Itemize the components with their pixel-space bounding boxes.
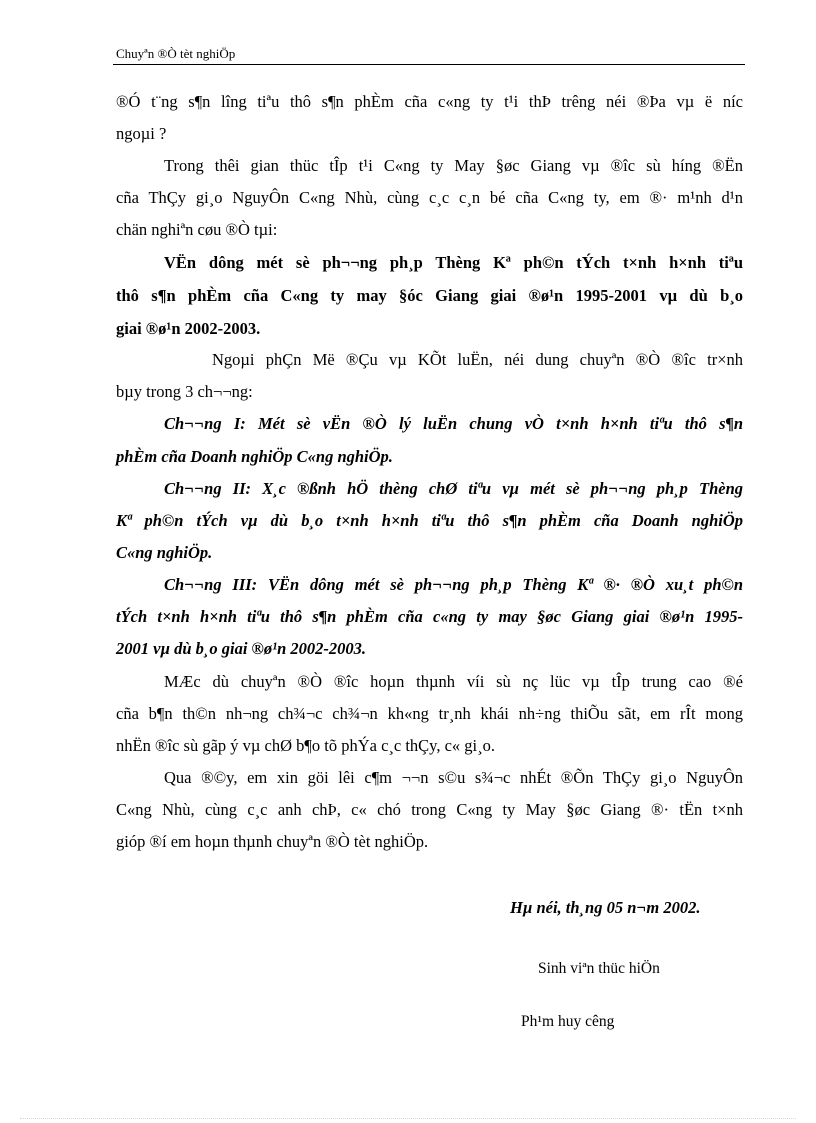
signer-role: Sinh viªn thüc hiÖn	[538, 960, 660, 977]
body-line: nhËn ®îc sù gãp ý vµ chØ b¶o tõ phÝa c¸c thÇy, c« gi¸o.	[116, 736, 496, 755]
body-line: gióp ®í em hoµn thµnh chuyªn ®Ò tèt nghiÖp.	[116, 832, 429, 851]
place-date: Hµ néi, th¸ng 05 n¬m 2002.	[510, 898, 701, 917]
body-line: ®Ó t¨ng s¶n lîng tiªu thô s¶n phÈm cña c«ng ty t¹i thÞ trêng néi ®Þa vµ ë níc	[116, 92, 743, 111]
chapter-1-line: Ch¬¬ng I: Mét sè vËn ®Ò lý luËn chung vÒ t×nh h×nh tiªu thô s¶n	[164, 414, 743, 433]
chapter-2-line: C«ng nghiÖp.	[116, 543, 213, 562]
body-line: ngoµi ?	[116, 124, 167, 143]
thesis-title-line: thô s¶n phÈm cña C«ng ty may §óc Giang giai ®ø¹n 1995-2001 vµ dù b¸o	[116, 286, 743, 305]
body-line: C«ng Nhù, cùng c¸c anh chÞ, c« chó trong C«ng ty May §øc Giang ®· tËn t×nh	[116, 800, 743, 819]
body-line: cña b¶n th©n nh¬ng ch¾¬c ch¾¬n kh«ng tr¸nh khái nh÷ng thiÕu sãt, em rÎt mong	[116, 704, 743, 723]
thesis-title-line: giai ®ø¹n 2002-2003.	[116, 319, 261, 338]
page-bottom-edge	[20, 1118, 796, 1119]
chapter-2-line: Kª ph©n tÝch vµ dù b¸o t×nh h×nh tiªu thô s¶n phÈm cña Doanh nghiÖp	[116, 511, 743, 530]
signer-name: Ph¹m huy cêng	[521, 1013, 615, 1030]
chapter-3-line: tÝch t×nh h×nh tiªu thô s¶n phÈm cña c«ng ty may §øc Giang giai ®ø¹n 1995-	[116, 607, 743, 626]
body-line: Ngoµi phÇn Më ®Çu vµ KÕt luËn, néi dung chuyªn ®Ò ®îc tr×nh	[212, 350, 743, 369]
body-line: bµy trong 3 ch¬¬ng:	[116, 382, 253, 401]
body-line: MÆc dù chuyªn ®Ò ®îc hoµn thµnh víi sù nç lüc vµ tÎp trung cao ®é	[164, 672, 743, 691]
body-line: chän nghiªn cøu ®Ò tµi:	[116, 220, 278, 239]
body-line: cña ThÇy gi¸o NguyÔn C«ng Nhù, cùng c¸c c¸n bé cña C«ng ty, em ®· m¹nh d¹n	[116, 188, 743, 207]
thesis-title-line: VËn dông mét sè ph¬¬ng ph¸p Thèng Kª ph©n tÝch t×nh h×nh tiªu	[164, 253, 743, 272]
header-divider	[113, 64, 745, 65]
chapter-3-line: Ch¬¬ng III: VËn dông mét sè ph¬¬ng ph¸p Thèng Kª ®· ®Ò xu¸t ph©n	[164, 575, 743, 594]
chapter-1-line: phÈm cña Doanh nghiÖp C«ng nghiÖp.	[116, 447, 393, 466]
body-line: Trong thêi gian thüc tÎp t¹i C«ng ty May §øc Giang vµ ®îc sù híng ®Ën	[164, 156, 743, 175]
chapter-2-line: Ch¬¬ng II: X¸c ®ßnh hÖ thèng chØ tiªu vµ mét sè ph¬¬ng ph¸p Thèng	[164, 479, 743, 498]
chapter-3-line: 2001 vµ dù b¸o giai ®ø¹n 2002-2003.	[116, 639, 366, 658]
body-line: Qua ®©y, em xin göi lêi c¶m ¬¬n s©u s¾¬c nhÉt ®Õn ThÇy gi¸o NguyÔn	[164, 768, 743, 787]
page-header: Chuyªn ®Ò tèt nghiÖp	[116, 46, 236, 61]
